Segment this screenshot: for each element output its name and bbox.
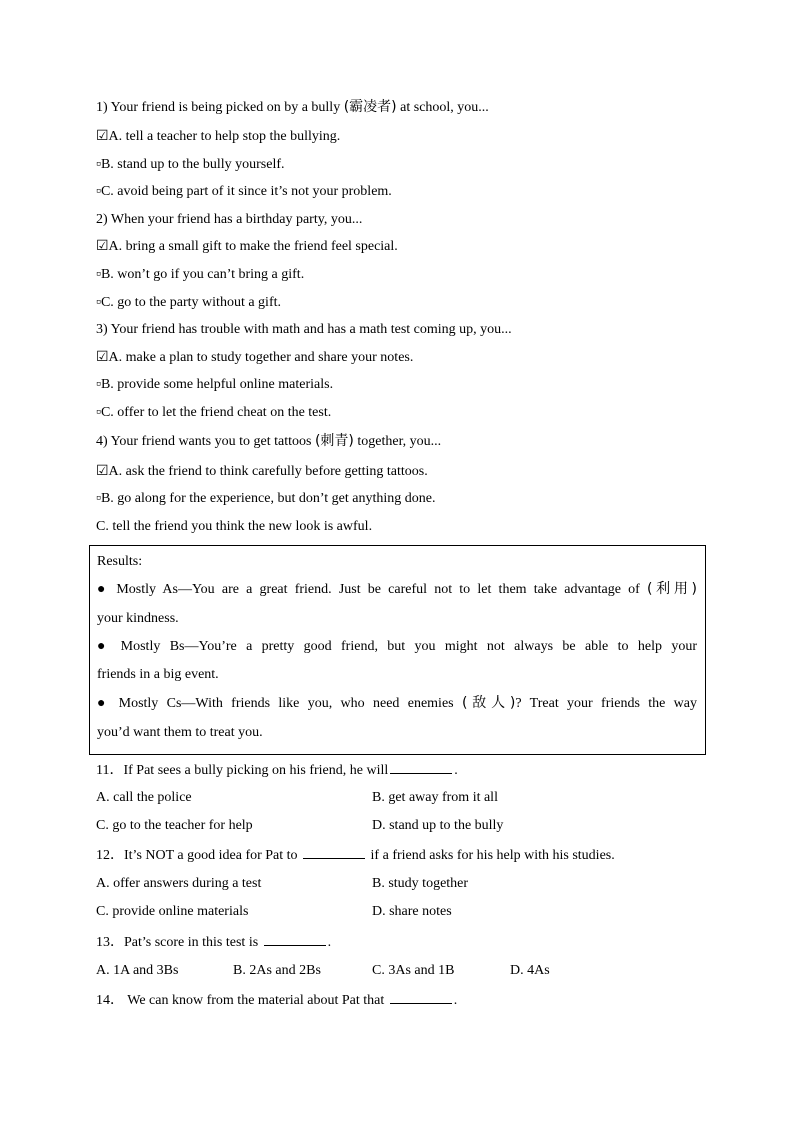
- answer-blank-14[interactable]: [390, 990, 452, 1004]
- quiz-q3-option-b: ▫B. provide some helpful online materials.: [96, 377, 334, 392]
- answer-blank-12[interactable]: [303, 845, 365, 859]
- quiz-q4-stem-text: 4) Your friend wants you to get tattoos: [96, 434, 312, 449]
- results-as-text: ● Mostly As—You are a great friend. Just be careful not to let them take advantage of: [97, 582, 640, 597]
- question-11-option-b: B. get away from it all: [372, 790, 498, 805]
- quiz-q3-option-a: ☑A. make a plan to study together and share your notes.: [96, 350, 414, 365]
- quiz-q2-stem: 2) When your friend has a birthday party, you...: [96, 212, 363, 227]
- question-12-end: if a friend asks for his help with his studies.: [370, 848, 615, 863]
- question-13-end: .: [327, 935, 332, 950]
- quiz-q4-stem: [96, 432, 441, 451]
- question-13-option-c: C. 3As and 1B: [372, 963, 455, 978]
- question-11-text: 11．If Pat sees a bully picking on his friend, he will: [96, 763, 389, 778]
- question-14-end: .: [453, 993, 458, 1008]
- results-cs-line-1: [97, 694, 697, 713]
- question-11-end: .: [454, 763, 458, 778]
- question-12-text: 12．It’s NOT a good idea for Pat to: [96, 848, 298, 863]
- quiz-q1-stem-text: 1) Your friend is being picked on by a bully: [96, 100, 341, 115]
- quiz-q4-stem-end: together, you...: [357, 434, 442, 449]
- question-13-option-b: B. 2As and 2Bs: [233, 963, 321, 978]
- quiz-q1-option-c: ▫C. avoid being part of it since it’s not your problem.: [96, 184, 392, 199]
- question-12-option-d: D. share notes: [372, 904, 452, 919]
- question-13-option-a: A. 1A and 3Bs: [96, 963, 179, 978]
- results-as-line-1: [97, 580, 697, 599]
- results-bs-line-1: ● Mostly Bs—You’re a pretty good friend, but you might not always be able to help your: [97, 639, 697, 654]
- question-13-text: 13．Pat’s score in this test is: [96, 935, 259, 950]
- quiz-q3-stem: 3) Your friend has trouble with math and has a math test coming up, you...: [96, 322, 512, 337]
- results-as-gloss: (利用): [647, 581, 697, 597]
- question-13-option-d: D. 4As: [510, 963, 550, 978]
- quiz-q4-gloss: (刺青): [314, 433, 354, 449]
- results-cs-text-end: ? Treat your friends the way: [515, 696, 697, 711]
- quiz-q1-gloss: (霸凌者): [343, 99, 397, 115]
- quiz-q1-stem-end: at school, you...: [400, 100, 489, 115]
- question-14-text: 14． We can know from the material about Pat that: [96, 993, 385, 1008]
- question-12-option-a: A. offer answers during a test: [96, 876, 262, 891]
- question-11-option-c: C. go to the teacher for help: [96, 818, 253, 833]
- question-11-stem: [96, 760, 458, 780]
- quiz-q1-option-b: ▫B. stand up to the bully yourself.: [96, 157, 285, 172]
- question-12-option-b: B. study together: [372, 876, 469, 891]
- quiz-q1-option-a: ☑A. tell a teacher to help stop the bullying.: [96, 129, 341, 144]
- quiz-q4-option-a: ☑A. ask the friend to think carefully before getting tattoos.: [96, 464, 428, 479]
- results-heading: Results:: [97, 554, 143, 569]
- results-as-line-2: your kindness.: [97, 611, 179, 626]
- quiz-q4-option-c: C. tell the friend you think the new look is awful.: [96, 519, 373, 534]
- results-cs-text: ● Mostly Cs—With friends like you, who need enemies: [97, 696, 454, 711]
- answer-blank-11[interactable]: [390, 760, 452, 774]
- results-box: [89, 545, 706, 755]
- question-11-option-a: A. call the police: [96, 790, 192, 805]
- quiz-q2-option-c: ▫C. go to the party without a gift.: [96, 295, 281, 310]
- question-12-stem: [96, 845, 615, 865]
- results-bs-line-2: friends in a big event.: [97, 667, 219, 682]
- question-14-stem: [96, 990, 457, 1010]
- quiz-q2-option-a: ☑A. bring a small gift to make the friend feel special.: [96, 239, 398, 254]
- quiz-q4-option-b: ▫B. go along for the experience, but don’t get anything done.: [96, 491, 436, 506]
- quiz-q2-option-b: ▫B. won’t go if you can’t bring a gift.: [96, 267, 305, 282]
- question-11-option-d: D. stand up to the bully: [372, 818, 504, 833]
- results-cs-line-2: you’d want them to treat you.: [97, 725, 263, 740]
- question-12-option-c: C. provide online materials: [96, 904, 249, 919]
- answer-blank-13[interactable]: [264, 932, 326, 946]
- quiz-q3-option-c: ▫C. offer to let the friend cheat on the test.: [96, 405, 332, 420]
- results-cs-gloss: (敌人): [461, 695, 516, 711]
- question-13-stem: [96, 932, 331, 952]
- quiz-q1-stem: [96, 98, 489, 117]
